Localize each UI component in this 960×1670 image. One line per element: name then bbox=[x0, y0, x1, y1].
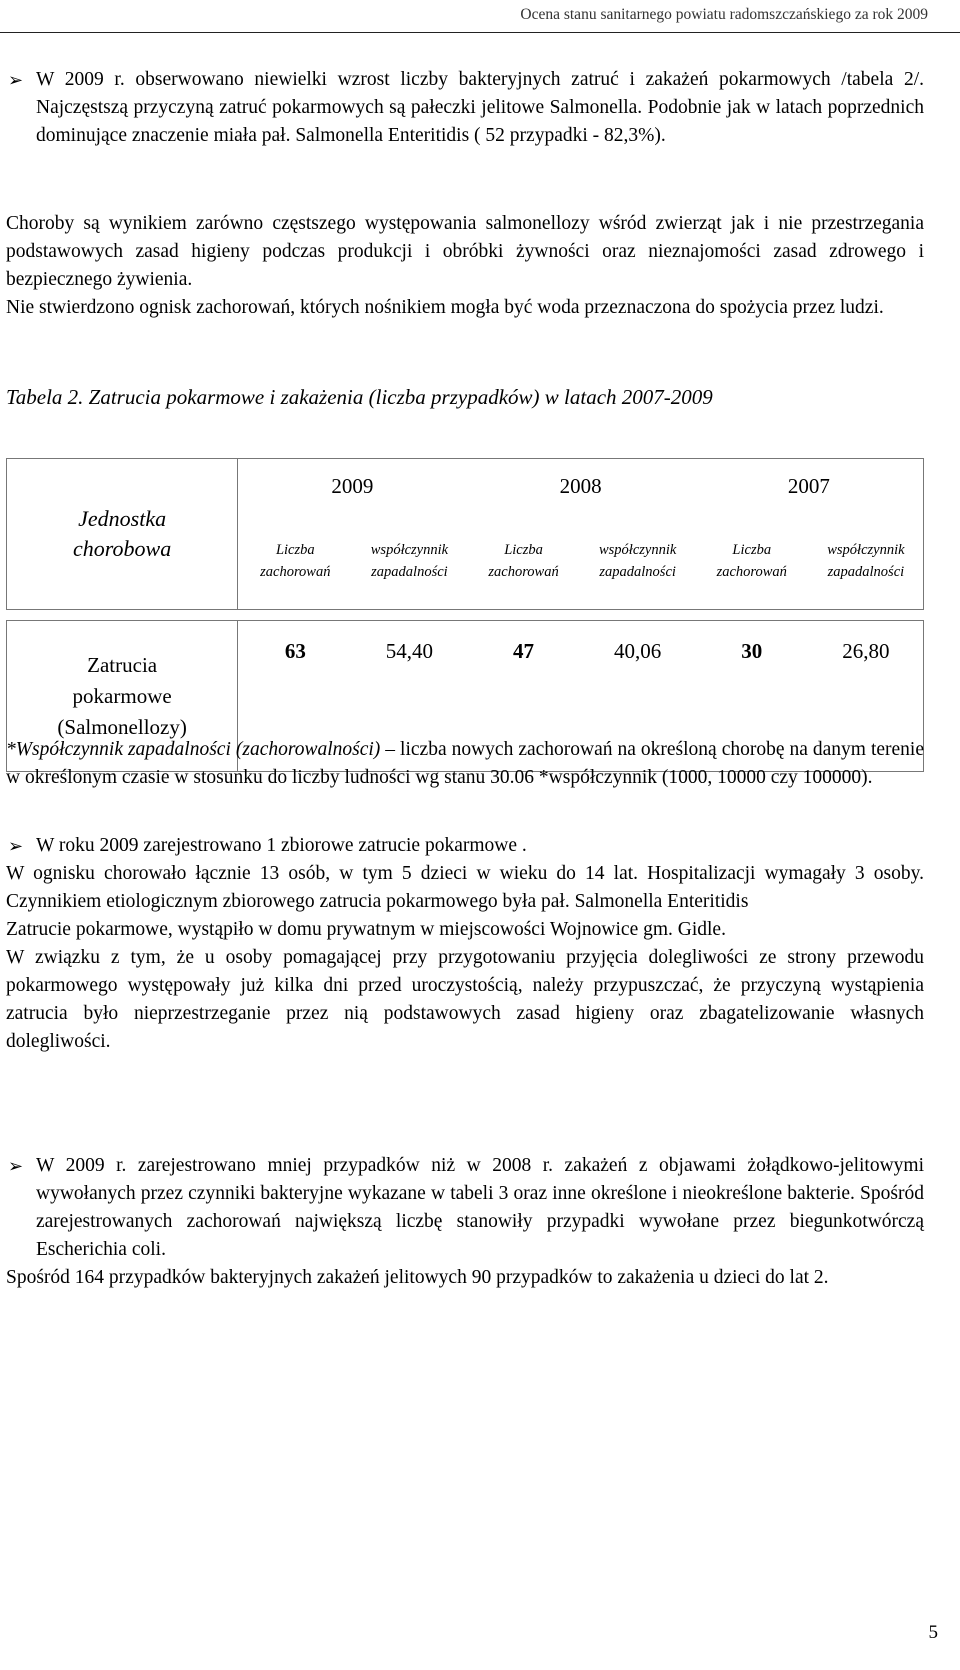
subhead-count-line1: Liczba bbox=[275, 542, 315, 559]
arrow-bullet-icon: ➢ bbox=[8, 1156, 24, 1176]
cell-rate-2007: 26,80 bbox=[809, 621, 924, 772]
table-caption: Tabela 2. Zatrucia pokarmowe i zakażenia (liczba przypadków) w latach 2007-2009 bbox=[6, 385, 713, 409]
arrow-bullet-icon: ➢ bbox=[8, 70, 24, 90]
subhead-count-2008 bbox=[466, 513, 580, 609]
cell-count-2009: 63 bbox=[238, 621, 353, 772]
header-title: Ocena stanu sanitarnego powiatu radomszczańskiego za rok 2009 bbox=[520, 6, 928, 23]
subhead-count-line1: Liczba bbox=[504, 542, 543, 559]
intro-bullet bbox=[6, 66, 924, 150]
unit-line-2: chorobowa bbox=[73, 536, 172, 561]
arrow-bullet-icon: ➢ bbox=[8, 836, 24, 856]
outbreak-paragraph-3: W związku z tym, że u osoby pomagającej przy przygotowaniu przyjęcia dolegliwości ze strony przewodu pokarmowego występowały już kilka dni przed uroczystością, należy przypuszczać, że przyczyną wystąpienia zatrucia było nieprzestrzeganie przez nią podstawowych zasad higieny oraz zbagatelizowanie własnych dolegliwości. bbox=[6, 947, 924, 1052]
intro-bullet-text: W 2009 r. obserwowano niewielki wzrost liczby bakteryjnych zatruć i zakażeń pokarmowych /tabela 2/. Najczęstszą przyczyną zatruć pokarmowych są pałeczki jelitowe Salmonella. Podobnie jak w latach poprzednich dominujące znaczenie miała pał. Salmonella Enteritidis ( 52 przypadki - 82,3%). bbox=[36, 69, 924, 146]
row-label-line1: Zatrucia bbox=[87, 652, 158, 677]
page-header bbox=[0, 0, 960, 40]
header-rule bbox=[0, 32, 960, 33]
subhead-rate-line2: zapadalności bbox=[827, 564, 905, 581]
section-outbreak bbox=[6, 832, 924, 1056]
subhead-count-line2: zachorowań bbox=[260, 564, 331, 581]
outbreak-bullet-text: W roku 2009 zarejestrowano 1 zbiorowe zatrucie pokarmowe . bbox=[36, 835, 527, 856]
unit-line-1: Jednostka bbox=[78, 506, 167, 531]
table-unit-header bbox=[7, 459, 238, 610]
year-header-2009: 2009 bbox=[238, 459, 467, 514]
subhead-rate-2007 bbox=[809, 513, 924, 609]
row-label-line2: pokarmowe bbox=[72, 683, 172, 708]
subhead-rate-line1: współczynnik bbox=[827, 542, 905, 559]
subhead-count-2009 bbox=[238, 513, 353, 609]
section-infections bbox=[6, 1152, 924, 1292]
subhead-rate-line2: zapadalności bbox=[599, 564, 676, 581]
row-label-line3: (Salmonellozy) bbox=[57, 714, 187, 739]
footnote bbox=[6, 736, 924, 792]
subhead-rate-2009 bbox=[352, 513, 466, 609]
table-spacer-row bbox=[7, 610, 924, 621]
cell-rate-2008: 40,06 bbox=[581, 621, 695, 772]
cell-count-2007: 30 bbox=[695, 621, 809, 772]
cell-rate-2009: 54,40 bbox=[352, 621, 466, 772]
intro-paragraph-1: Choroby są wynikiem zarówno częstszego występowania salmonellozy wśród zwierząt jak i nie przestrzegania podstawowych zasad higieny podczas produkcji i obróbki żywności oraz nieznajomości zasad zdrowego i bezpiecznego żywienia. bbox=[6, 213, 924, 290]
subhead-count-line1: Liczba bbox=[732, 542, 772, 559]
subhead-rate-line2: zapadalności bbox=[371, 564, 448, 581]
subhead-rate-line1: współczynnik bbox=[370, 542, 449, 559]
cell-count-2008: 47 bbox=[466, 621, 580, 772]
year-header-2008: 2008 bbox=[466, 459, 694, 514]
subhead-rate-line1: współczynnik bbox=[598, 542, 677, 559]
outbreak-paragraph-2: Zatrucie pokarmowe, wystąpiło w domu prywatnym w miejscowości Wojnowice gm. Gidle. bbox=[6, 919, 726, 940]
infections-paragraph-1: Spośród 164 przypadków bakteryjnych zakażeń jelitowych 90 przypadków to zakażenia u dzieci do lat 2. bbox=[6, 1267, 829, 1288]
page-number: 5 bbox=[928, 1622, 938, 1643]
subhead-count-line2: zachorowań bbox=[488, 564, 559, 581]
intro-paragraph-2: Nie stwierdzono ognisk zachorowań, których nośnikiem mogła być woda przeznaczona do spożycia przez ludzi. bbox=[6, 297, 884, 318]
disease-table bbox=[6, 458, 924, 772]
table-caption-block bbox=[6, 383, 924, 411]
outbreak-paragraph-1: W ognisku chorowało łącznie 13 osób, w tym 5 dzieci w wieku do 14 lat. Hospitalizacji wymagały 3 osoby. Czynnikiem etiologicznym zbiorowego zatrucia pokarmowego była pał. Salmonella Enteritidis bbox=[6, 863, 924, 912]
footnote-definition: – liczba nowych zachorowań na określoną chorobę na danym terenie w określonym czasie w stosunku do liczby ludności wg stanu 30.06 *współczynnik (1000, 10000 czy 100000). bbox=[6, 739, 924, 788]
footnote-term: *Współczynnik zapadalności (zachorowalności) bbox=[6, 739, 381, 760]
infections-bullet-text: W 2009 r. zarejestrowano mniej przypadków niż w 2008 r. zakażeń z objawami żołądkowo-jelitowymi wywołanych przez czynniki bakteryjne wykazane w tabeli 3 oraz inne określone i nieokreślone bakterie. Spośród zarejestrowanych zachorowań największą liczbę stanowiły przypadki wywołane przez biegunkotwórczą Escherichia coli. bbox=[36, 1155, 924, 1260]
intro-paragraphs bbox=[6, 210, 924, 322]
subhead-rate-2008 bbox=[581, 513, 695, 609]
subhead-count-2007 bbox=[695, 513, 809, 609]
year-header-2007: 2007 bbox=[695, 459, 924, 514]
subhead-count-line2: zachorowań bbox=[716, 564, 787, 581]
